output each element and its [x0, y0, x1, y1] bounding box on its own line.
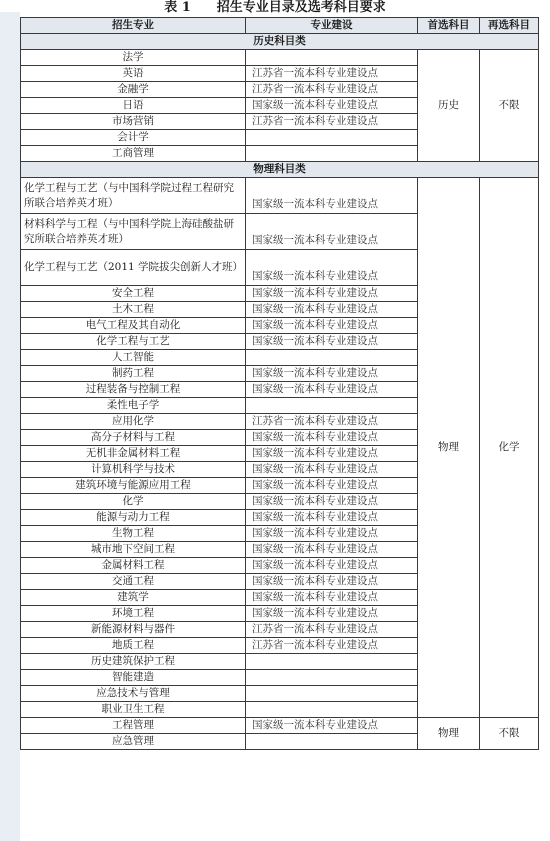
page-side-band: [0, 12, 20, 841]
major-cell: 化学: [21, 494, 246, 510]
major-cell: 化学工程与工艺: [21, 334, 246, 350]
construction-cell: [246, 686, 418, 702]
major-cell: 工商管理: [21, 146, 246, 162]
major-cell: 生物工程: [21, 526, 246, 542]
major-cell: 交通工程: [21, 574, 246, 590]
major-cell: 无机非金属材料工程: [21, 446, 246, 462]
major-cell: 工程管理: [21, 718, 246, 734]
construction-cell: [246, 350, 418, 366]
construction-cell: 国家级一流本科专业建设点: [246, 178, 418, 214]
major-cell: 人工智能: [21, 350, 246, 366]
major-cell: 应用化学: [21, 414, 246, 430]
construction-cell: 国家级一流本科专业建设点: [246, 366, 418, 382]
header-second-subject: 再选科目: [480, 18, 539, 34]
construction-cell: [246, 146, 418, 162]
major-cell: 应急技术与管理: [21, 686, 246, 702]
header-first-subject: 首选科目: [418, 18, 480, 34]
major-cell: 高分子材料与工程: [21, 430, 246, 446]
construction-cell: 国家级一流本科专业建设点: [246, 286, 418, 302]
construction-cell: 江苏省一流本科专业建设点: [246, 82, 418, 98]
section-title: 物理科目类: [21, 162, 539, 178]
construction-cell: [246, 398, 418, 414]
major-cell: 建筑学: [21, 590, 246, 606]
first-subject-cell: 物理: [418, 718, 480, 750]
construction-cell: 江苏省一流本科专业建设点: [246, 66, 418, 82]
construction-cell: 江苏省一流本科专业建设点: [246, 638, 418, 654]
header-construction: 专业建设: [246, 18, 418, 34]
major-cell: 城市地下空间工程: [21, 542, 246, 558]
section-header-row: [21, 162, 539, 178]
construction-cell: 国家级一流本科专业建设点: [246, 430, 418, 446]
construction-cell: 江苏省一流本科专业建设点: [246, 414, 418, 430]
table-caption: 表 1 招生专业目录及选考科目要求: [164, 0, 386, 15]
table-row: [21, 718, 539, 734]
construction-cell: [246, 654, 418, 670]
major-cell: 化学工程与工艺（2011 学院拔尖创新人才班）: [21, 250, 246, 286]
major-cell: 土木工程: [21, 302, 246, 318]
major-cell: 过程装备与控制工程: [21, 382, 246, 398]
major-cell: 化学工程与工艺（与中国科学院过程工程研究所联合培养英才班）: [21, 178, 246, 214]
construction-cell: 国家级一流本科专业建设点: [246, 718, 418, 734]
construction-cell: 国家级一流本科专业建设点: [246, 302, 418, 318]
table-body: [21, 34, 539, 750]
major-cell: 会计学: [21, 130, 246, 146]
construction-cell: 国家级一流本科专业建设点: [246, 574, 418, 590]
table-row: [21, 178, 539, 214]
major-cell: 环境工程: [21, 606, 246, 622]
construction-cell: 国家级一流本科专业建设点: [246, 446, 418, 462]
section-title: 历史科目类: [21, 34, 539, 50]
construction-cell: [246, 130, 418, 146]
major-cell: 材料科学与工程（与中国科学院上海硅酸盐研究所联合培养英才班）: [21, 214, 246, 250]
second-subject-cell: 不限: [480, 50, 539, 162]
major-cell: 职业卫生工程: [21, 702, 246, 718]
second-subject-cell: 化学: [480, 178, 539, 718]
construction-cell: [246, 50, 418, 66]
major-cell: 市场营销: [21, 114, 246, 130]
major-cell: 历史建筑保护工程: [21, 654, 246, 670]
construction-cell: 国家级一流本科专业建设点: [246, 318, 418, 334]
table-row: [21, 50, 539, 66]
major-cell: 金融学: [21, 82, 246, 98]
construction-cell: [246, 702, 418, 718]
construction-cell: [246, 670, 418, 686]
construction-cell: 国家级一流本科专业建设点: [246, 214, 418, 250]
construction-cell: 江苏省一流本科专业建设点: [246, 622, 418, 638]
major-cell: 建筑环境与能源应用工程: [21, 478, 246, 494]
construction-cell: 国家级一流本科专业建设点: [246, 382, 418, 398]
construction-cell: 国家级一流本科专业建设点: [246, 462, 418, 478]
major-cell: 地质工程: [21, 638, 246, 654]
construction-cell: 国家级一流本科专业建设点: [246, 494, 418, 510]
construction-cell: 国家级一流本科专业建设点: [246, 526, 418, 542]
major-cell: 电气工程及其自动化: [21, 318, 246, 334]
first-subject-cell: 物理: [418, 178, 480, 718]
construction-cell: 国家级一流本科专业建设点: [246, 590, 418, 606]
major-cell: 应急管理: [21, 734, 246, 750]
major-cell: 日语: [21, 98, 246, 114]
construction-cell: 国家级一流本科专业建设点: [246, 478, 418, 494]
second-subject-cell: 不限: [480, 718, 539, 750]
first-subject-cell: 历史: [418, 50, 480, 162]
major-cell: 计算机科学与技术: [21, 462, 246, 478]
major-cell: 英语: [21, 66, 246, 82]
construction-cell: 国家级一流本科专业建设点: [246, 250, 418, 286]
major-cell: 智能建造: [21, 670, 246, 686]
major-cell: 金属材料工程: [21, 558, 246, 574]
construction-cell: 国家级一流本科专业建设点: [246, 98, 418, 114]
construction-cell: [246, 734, 418, 750]
section-header-row: [21, 34, 539, 50]
construction-cell: 国家级一流本科专业建设点: [246, 510, 418, 526]
major-cell: 新能源材料与器件: [21, 622, 246, 638]
admission-table: [20, 17, 539, 750]
construction-cell: 国家级一流本科专业建设点: [246, 606, 418, 622]
major-cell: 柔性电子学: [21, 398, 246, 414]
major-cell: 法学: [21, 50, 246, 66]
major-cell: 安全工程: [21, 286, 246, 302]
construction-cell: 国家级一流本科专业建设点: [246, 558, 418, 574]
construction-cell: 国家级一流本科专业建设点: [246, 334, 418, 350]
major-cell: 制药工程: [21, 366, 246, 382]
major-cell: 能源与动力工程: [21, 510, 246, 526]
construction-cell: 国家级一流本科专业建设点: [246, 542, 418, 558]
construction-cell: 江苏省一流本科专业建设点: [246, 114, 418, 130]
header-major: 招生专业: [21, 18, 246, 34]
